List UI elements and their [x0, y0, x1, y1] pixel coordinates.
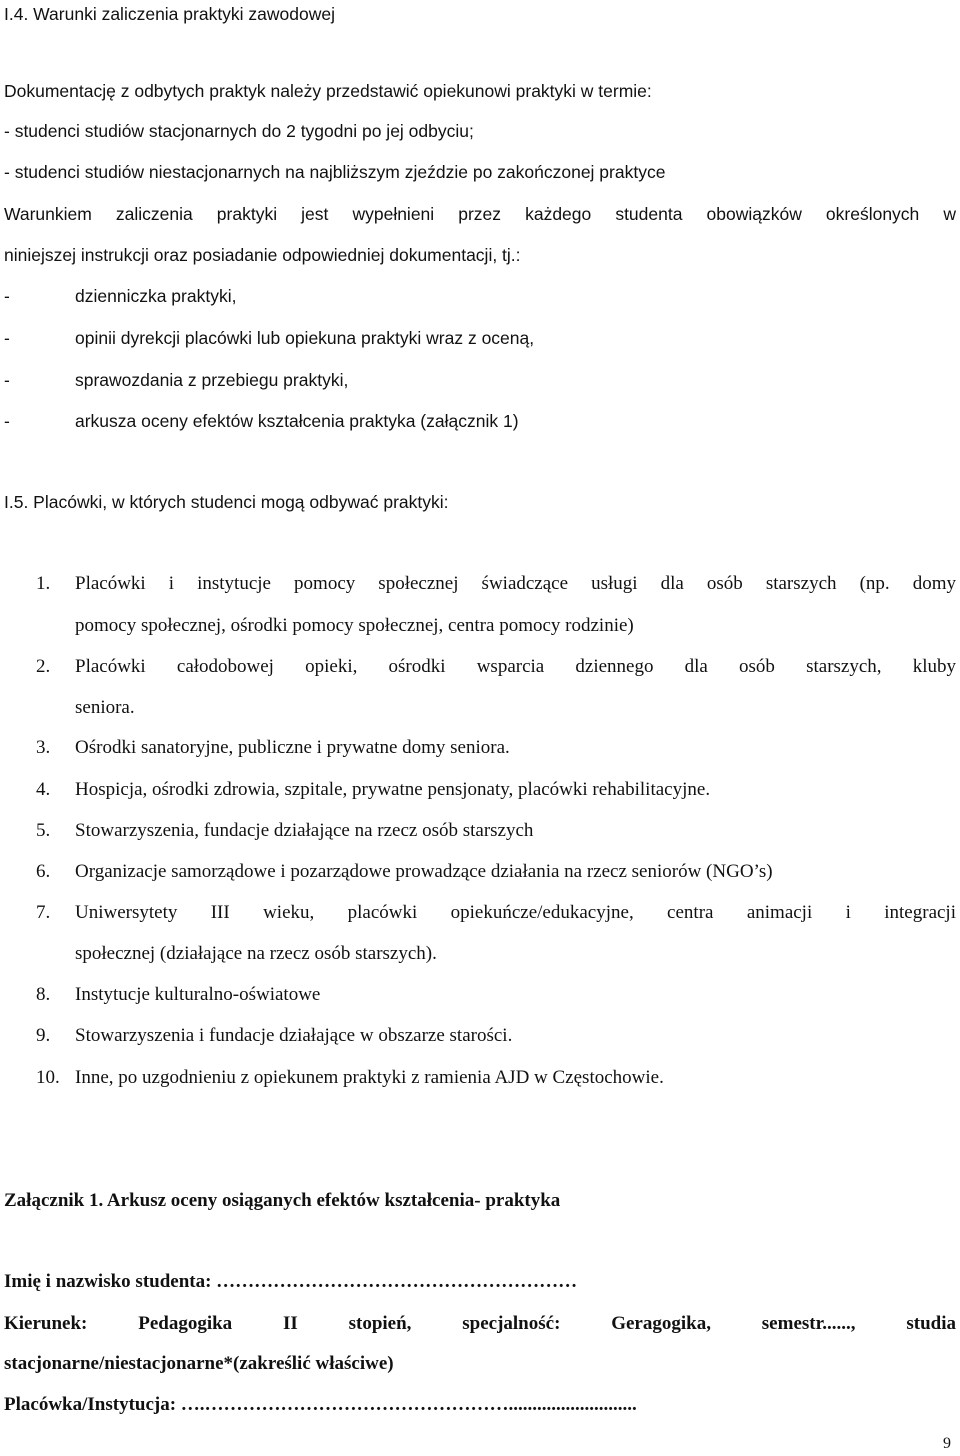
item-text: Stowarzyszenia, fundacje działające na rzecz osób starszych: [75, 820, 534, 841]
item-number: 3.: [36, 737, 51, 758]
section-4-heading: I.4. Warunki zaliczenia praktyki zawodowej: [4, 4, 336, 24]
item-text: Hospicja, ośrodki zdrowia, szpitale, prywatne pensjonaty, placówki rehabilitacyjne.: [75, 779, 711, 800]
course-line-2: stacjonarne/niestacjonarne*(zakreślić właściwe): [4, 1353, 394, 1374]
list-dash: -: [4, 328, 10, 348]
item-number: 8.: [36, 984, 51, 1005]
item-number: 1.: [36, 573, 51, 594]
item-text: Instytucje kulturalno-oświatowe: [75, 984, 321, 1005]
submission-intro: Dokumentację z odbytych praktyk należy przedstawić opiekunowi praktyki w termie:: [4, 81, 652, 101]
item-number: 6.: [36, 861, 51, 882]
course-line-1: Kierunek: Pedagogika II stopień, specjalność: Geragogika, semestr......, studia: [4, 1313, 956, 1334]
item-text: Stowarzyszenia i fundacje działające w obszarze starości.: [75, 1025, 513, 1046]
document-text: opinii dyrekcji placówki lub opiekuna praktyki wraz z oceną,: [75, 328, 535, 348]
document-text: arkusza oceny efektów kształcenia praktyka (załącznik 1): [75, 411, 519, 431]
page-number: 9: [943, 1435, 951, 1452]
list-dash: -: [4, 370, 10, 390]
item-text: Organizacje samorządowe i pozarządowe prowadzące działania na rzecz seniorów (NGO’s): [75, 861, 773, 882]
item-text-continuation: pomocy społecznej, ośrodki pomocy społecznej, centra pomocy rodzinie): [75, 615, 634, 636]
deadline-stationary: - studenci studiów stacjonarnych do 2 tygodni po jej odbyciu;: [4, 121, 474, 141]
document-text: sprawozdania z przebiegu praktyki,: [75, 370, 349, 390]
deadline-nonstationary: - studenci studiów niestacjonarnych na najbliższym zjeździe po zakończonej praktyce: [4, 162, 666, 182]
item-text-continuation: seniora.: [75, 697, 135, 718]
section-5-heading: I.5. Placówki, w których studenci mogą odbywać praktyki:: [4, 492, 449, 512]
document-text: dzienniczka praktyki,: [75, 286, 237, 306]
condition-line-1: Warunkiem zaliczenia praktyki jest wypełnieni przez każdego studenta obowiązków określonych w: [4, 204, 956, 224]
annex-title: Załącznik 1. Arkusz oceny osiąganych efektów kształcenia- praktyka: [4, 1190, 561, 1211]
list-dash: -: [4, 411, 10, 431]
item-text-continuation: społecznej (działające na rzecz osób starszych).: [75, 943, 437, 964]
item-text: Placówki całodobowej opieki, ośrodki wsparcia dziennego dla osób starszych, kluby: [75, 656, 956, 677]
item-number: 4.: [36, 779, 51, 800]
item-number: 9.: [36, 1025, 51, 1046]
item-number: 2.: [36, 656, 51, 677]
item-text: Ośrodki sanatoryjne, publiczne i prywatne domy seniora.: [75, 737, 510, 758]
student-name-field: Imię i nazwisko studenta: …………………………………………………: [4, 1271, 578, 1292]
condition-line-2: niniejszej instrukcji oraz posiadanie odpowiedniej dokumentacji, tj.:: [4, 245, 521, 265]
item-number: 5.: [36, 820, 51, 841]
list-dash: -: [4, 286, 10, 306]
institution-field: Placówka/Instytucja: ….…………………………………………...........................: [4, 1394, 637, 1415]
item-text: Inne, po uzgodnieniu z opiekunem praktyki z ramienia AJD w Częstochowie.: [75, 1067, 664, 1088]
item-number: 7.: [36, 902, 51, 923]
item-text: Placówki i instytucje pomocy społecznej świadczące usługi dla osób starszych (np. domy: [75, 573, 956, 594]
item-number: 10.: [36, 1067, 60, 1088]
item-text: Uniwersytety III wieku, placówki opiekuńcze/edukacyjne, centra animacji i integracji: [75, 902, 956, 923]
